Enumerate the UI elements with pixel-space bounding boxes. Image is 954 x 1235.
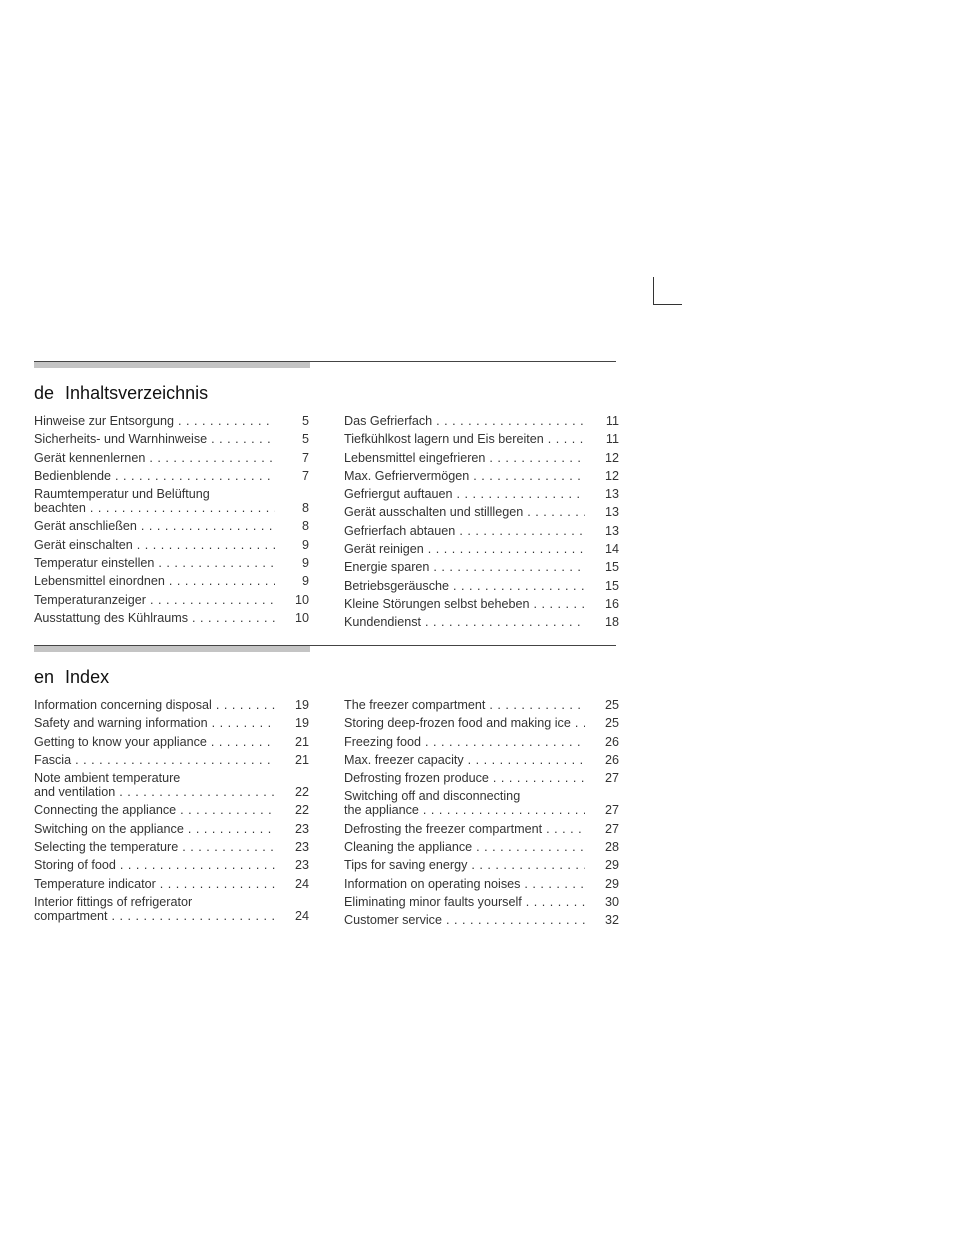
language-code: en [34,667,55,687]
toc-entry-page: 24 [294,908,309,923]
toc-entry-page: 12 [604,450,619,465]
toc-entry[interactable] [344,577,619,595]
toc-entry-page: 27 [604,771,619,786]
toc-entry[interactable] [34,696,309,714]
toc-entry[interactable] [34,751,309,769]
toc-entry-page: 21 [294,734,309,749]
toc-entry-page: 11 [605,432,619,447]
toc-entry-title: the appliance . . . [344,803,585,817]
toc-entry[interactable] [344,820,619,838]
toc-entry[interactable] [344,412,619,430]
section-rule [34,645,616,654]
toc-entry-page: 9 [301,574,309,589]
toc-entry-title: The freezer compartment . . . [344,698,585,712]
toc-entry-page: 9 [301,556,309,571]
toc-entry-title: compartment . . . [34,909,275,923]
toc-entry[interactable] [344,613,619,631]
language-code: de [34,383,55,403]
toc-entry-title: Tips for saving energy . . . [344,858,585,872]
toc-entry-page: 13 [604,505,619,520]
toc-entry-title: Max. freezer capacity . . . [344,753,585,767]
toc-entry[interactable] [344,522,619,540]
toc-entry-page: 5 [301,432,309,447]
toc-column-left [34,696,309,930]
toc-entry[interactable] [34,430,309,448]
toc-entry[interactable] [34,554,309,572]
toc-entry-title: Gerät anschließen . . . [34,519,275,533]
toc-entry-title: and ventilation . . . [34,785,275,799]
toc-entry-page: 29 [604,858,619,873]
toc-entry-title: Note ambient temperature [34,771,181,786]
toc-entry[interactable] [344,856,619,874]
toc-entry[interactable] [34,485,309,517]
toc-entry-page: 27 [604,821,619,836]
toc-entry-title: Connecting the appliance . . . [34,803,275,817]
toc-entry[interactable] [344,733,619,751]
toc-entry[interactable] [344,787,619,819]
toc-entry-title: Switching off and disconnecting [344,789,521,804]
toc-entry-title: Freezing food . . . [344,735,585,749]
toc-entry-title: Fascia . . . [34,753,275,767]
toc-entry[interactable] [34,517,309,535]
toc-entry[interactable] [344,751,619,769]
toc-entry[interactable] [344,558,619,576]
toc-entry-title: Selecting the temperature . . . [34,840,275,854]
toc-entry-page: 19 [294,698,309,712]
toc-entry-page: 23 [294,840,309,855]
toc-entry-title: Tiefkühlkost lagern und Eis bereiten . . . [344,432,585,446]
toc-entry-page: 18 [604,615,619,630]
toc-entry-page: 25 [604,698,619,712]
toc-column-right [344,412,619,632]
toc-entry-page: 16 [604,596,619,611]
toc-entry-page: 13 [604,523,619,538]
toc-entry-title: Gefrierfach abtauen . . . [344,524,585,538]
toc-entry-title: Temperaturanzeiger . . . [34,593,275,607]
toc-entry-title: Customer service . . . [344,913,585,927]
toc-entry[interactable] [34,591,309,609]
toc-entry-title: Ausstattung des Kühlraums . . . [34,611,275,625]
toc-entry[interactable] [34,769,309,801]
toc-entry-page: 25 [604,716,619,731]
toc-entry-page: 22 [294,785,309,800]
toc-entry-page: 24 [294,876,309,891]
toc-entry-title: beachten . . . [34,501,275,515]
toc-entry-page: 15 [604,560,619,575]
toc-entry-page: 13 [604,487,619,502]
toc-entry-title: Cleaning the appliance . . . [344,840,585,854]
crop-mark [653,277,682,305]
toc-entry[interactable] [34,714,309,732]
toc-entry-page: 7 [301,450,309,465]
toc-entry-page: 10 [294,610,309,625]
toc-entry-page: 9 [301,537,309,552]
section-title: Index [65,667,110,687]
toc-entry-page: 23 [294,821,309,836]
toc-entry-title: Storing of food . . . [34,858,275,872]
toc-entry-title: Temperature indicator . . . [34,877,275,891]
toc-entry-page: 7 [301,468,309,483]
toc-entry-title: Safety and warning information . . . [34,716,275,730]
toc-entry-page: 32 [604,913,619,928]
toc-entry-page: 11 [605,414,619,428]
toc-entry-title: Lebensmittel eingefrieren . . . [344,451,585,465]
toc-entry-page: 30 [604,894,619,909]
section-heading [34,382,616,412]
toc-column-right [344,696,619,930]
toc-entry-page: 12 [604,468,619,483]
toc-entry[interactable] [34,609,309,627]
toc-entry-title: Bedienblende . . . [34,469,275,483]
toc-entry[interactable] [344,540,619,558]
toc-entry-title: Storing deep-frozen food and making ice . . . [344,716,585,730]
toc-entry[interactable] [344,769,619,787]
toc-entry-title: Temperatur einstellen . . . [34,556,275,570]
toc-entry-title: Defrosting the freezer compartment . . . [344,822,585,836]
toc-entry-title: Switching on the appliance . . . [34,822,275,836]
toc-entry[interactable] [344,503,619,521]
toc-entry-title: Hinweise zur Entsorgung . . . [34,414,275,428]
toc-entry-title: Lebensmittel einordnen . . . [34,574,275,588]
toc-entry[interactable] [34,536,309,554]
toc-entry-title: Eliminating minor faults yourself . . . [344,895,585,909]
toc-entry[interactable] [34,893,309,925]
section-heading [34,666,616,696]
toc-entry-page: 15 [604,578,619,593]
toc-entry[interactable] [34,572,309,590]
toc-entry[interactable] [344,449,619,467]
toc-entry-page: 8 [301,501,309,516]
toc-entry-title: Information concerning disposal . . . [34,698,275,712]
toc-entry-title: Gefriergut auftauen . . . [344,487,585,501]
toc-entry-title: Kundendienst . . . [344,615,585,629]
toc-entry-page: 14 [604,542,619,557]
toc-entry[interactable] [344,875,619,893]
toc-entry-title: Das Gefrierfach . . . [344,414,585,428]
toc-entry-page: 8 [301,519,309,534]
toc-column-left [34,412,309,632]
toc-entry[interactable] [34,856,309,874]
toc-entry-page: 19 [294,716,309,731]
toc-entry-page: 10 [294,592,309,607]
toc-entry[interactable] [344,893,619,911]
toc-entry-page: 26 [604,752,619,767]
toc-entry-page: 28 [604,840,619,855]
toc-entry[interactable] [34,412,309,430]
toc-entry[interactable] [344,430,619,448]
toc-entry[interactable] [34,801,309,819]
toc-entry-title: Information on operating noises . . . [344,877,585,891]
toc-entry-page: 22 [294,803,309,818]
toc-entry[interactable] [344,485,619,503]
toc-entry-page: 23 [294,858,309,873]
toc-entry-title: Interior fittings of refrigerator [34,894,193,909]
toc-entry-title: Betriebsgeräusche . . . [344,579,585,593]
toc-entry-title: Getting to know your appliance . . . [34,735,275,749]
toc-entry-title: Gerät kennenlernen . . . [34,451,275,465]
toc-entry[interactable] [344,595,619,613]
toc-entry-title: Raumtemperatur und Belüftung [34,487,210,502]
toc-entry-title: Gerät reinigen . . . [344,542,585,556]
toc-entry-title: Gerät einschalten . . . [34,538,275,552]
toc-entry[interactable] [34,820,309,838]
toc-entry[interactable] [34,467,309,485]
toc-entry-title: Kleine Störungen selbst beheben . . . [344,597,585,611]
toc-entry-title: Energie sparen . . . [344,560,585,574]
toc-entry-page: 29 [604,876,619,891]
section-rule [34,361,616,370]
toc-entry-title: Max. Gefriervermögen . . . [344,469,585,483]
toc-entry-page: 26 [604,734,619,749]
toc-entry[interactable] [34,838,309,856]
toc-entry-title: Gerät ausschalten und stilllegen . . . [344,505,585,519]
toc-entry-title: Defrosting frozen produce . . . [344,771,585,785]
toc-entry[interactable] [344,838,619,856]
toc-entry-title: Sicherheits- und Warnhinweise . . . [34,432,275,446]
section-title: Inhaltsverzeichnis [65,383,209,403]
toc-entry[interactable] [344,714,619,732]
toc-entry[interactable] [34,875,309,893]
toc-entry[interactable] [344,911,619,929]
toc-entry-page: 5 [301,414,309,428]
toc-entry[interactable] [344,467,619,485]
toc-entry-page: 27 [604,803,619,818]
toc-entry[interactable] [34,733,309,751]
toc-entry[interactable] [34,449,309,467]
toc-section-en [34,645,619,930]
toc-entry[interactable] [344,696,619,714]
toc-section-de [34,361,619,632]
toc-entry-page: 21 [294,752,309,767]
